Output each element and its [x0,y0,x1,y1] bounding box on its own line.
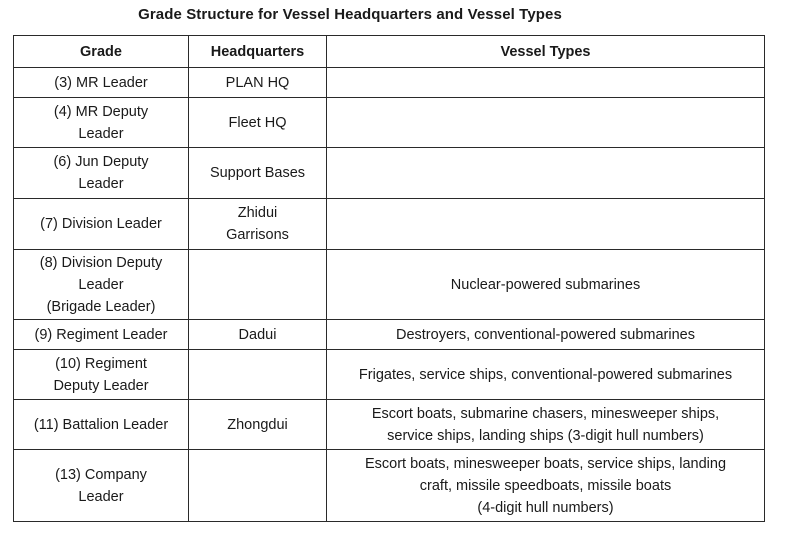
table-row [14,450,765,522]
grade-line: (Brigade Leader) [46,298,156,315]
table-row [14,320,765,350]
grade-cell [14,450,189,522]
headquarters-line: Fleet HQ [228,114,287,131]
headquarters-cell [189,320,327,350]
grade-line: Leader [78,488,124,505]
vessel-types-line: service ships, landing ships (3-digit hull numbers) [387,427,704,444]
vessel-types-cell [327,450,765,522]
grade-line: Leader [78,276,124,293]
table-row [14,98,765,148]
grade-line: (8) Division Deputy [39,254,163,271]
headquarters-line: PLAN HQ [225,74,290,91]
vessel-types-cell [327,400,765,450]
grade-line: (13) Company [55,466,147,483]
vessel-types-line: craft, missile speedboats, missile boats [419,477,672,494]
headquarters-cell [189,148,327,199]
table-row [14,199,765,250]
grade-line: (7) Division Leader [40,216,162,232]
vessel-types-cell [327,320,765,350]
grade-line: (4) MR Deputy [53,103,149,120]
table-title: Grade Structure for Vessel Headquarters and Vessel Types [138,6,562,23]
header-row [14,36,765,68]
headquarters-cell [189,199,327,250]
grade-line: (10) Regiment [55,355,147,372]
grade-cell [14,320,189,350]
headquarters-cell [189,350,327,400]
vessel-types-cell [327,250,765,320]
headquarters-cell [189,68,327,98]
headquarters-cell [189,400,327,450]
vessel-types-cell [327,98,765,148]
table-row [14,148,765,199]
headquarters-cell [189,250,327,320]
vessel-types-line: Escort boats, minesweeper boats, service ships, landing [364,455,727,472]
grade-line: Leader [78,176,124,192]
grade-structure-table [13,35,765,522]
headquarters-line: Zhongdui [227,416,288,433]
headquarters-line: Garrisons [226,227,289,243]
vessel-types-cell [327,350,765,400]
vessel-types-line: (4-digit hull numbers) [477,499,614,516]
grade-cell [14,98,189,148]
grade-line: Leader [78,125,124,142]
grade-line: (11) Battalion Leader [33,416,169,433]
grade-line: (6) Jun Deputy [53,154,149,170]
grade-cell [14,68,189,98]
vessel-types-line: Destroyers, conventional-powered submarines [395,326,695,343]
grade-line: (3) MR Leader [54,74,148,91]
grade-cell [14,148,189,199]
table-row [14,250,765,320]
headquarters-line: Dadui [238,326,277,343]
table-row [14,68,765,98]
grade-cell [14,350,189,400]
vessel-types-cell [327,148,765,199]
headquarters-line: Support Bases [209,165,306,181]
header-headquarters: Headquarters [189,36,327,68]
vessel-types-cell [327,68,765,98]
vessel-types-cell [327,199,765,250]
vessel-types-line: Nuclear-powered submarines [450,276,641,293]
header-grade: Grade [14,36,189,68]
vessel-types-line: Frigates, service ships, conventional-powered submarines [358,366,733,383]
grade-cell [14,250,189,320]
grade-cell [14,199,189,250]
grade-cell [14,400,189,450]
grade-line: Deputy Leader [53,377,149,394]
vessel-types-line: Escort boats, submarine chasers, minesweeper ships, [371,405,720,422]
headquarters-cell [189,450,327,522]
headquarters-line: Zhidui [237,205,278,221]
table-row [14,400,765,450]
table-row [14,350,765,400]
header-vessel-types: Vessel Types [327,36,765,68]
grade-line: (9) Regiment Leader [34,326,168,343]
headquarters-cell [189,98,327,148]
